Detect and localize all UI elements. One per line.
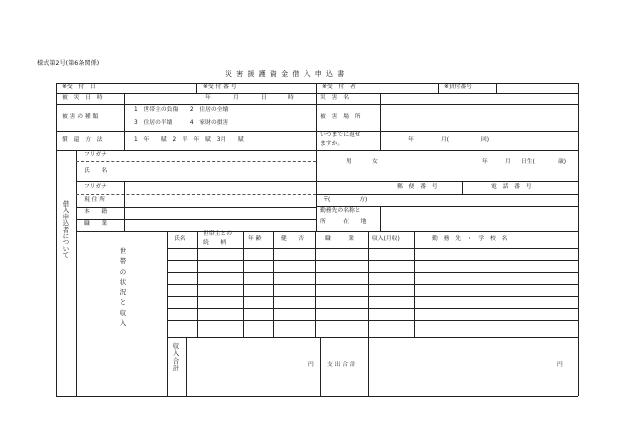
form-number: 様式第2号(第6条関係) (37, 60, 100, 67)
col-job: 職 業 (325, 236, 354, 242)
damage-place-label: 被 害 場 所 (320, 114, 361, 120)
disaster-date-month: 月 (233, 95, 239, 101)
domicile-label: 本 籍 (84, 209, 108, 215)
damage-options-line1: 1 世帯主の負傷 2 住居の全壊 (134, 107, 229, 113)
postal-mark: 〒 (323, 197, 329, 203)
col-relation-1: 世帯主との (203, 231, 232, 237)
col-name: 氏名 (174, 236, 186, 242)
disaster-date-day: 日 (261, 95, 267, 101)
expense-total-label: 支 出 合 計 (327, 362, 356, 368)
repay-when-year: 年 (408, 137, 414, 143)
gender-male: 男 (346, 159, 352, 165)
gender-female: 女 (372, 159, 378, 165)
receipt-number-label: ※受 付 番 号 (203, 84, 237, 90)
col-age: 年 齢 (248, 236, 262, 242)
birth-age: 歳) (558, 159, 567, 165)
loan-number-label: ※貸付番号 (444, 84, 473, 90)
postal-label: 郵 便 番 号 (397, 184, 438, 190)
disaster-date-year: 年 (205, 95, 211, 101)
income-total-yen: 円 (308, 362, 314, 368)
occupation-label: 職 業 (84, 221, 108, 227)
household-section-label: 世帯の状況と収入 (119, 247, 127, 327)
repay-when-label-2: ますか。 (320, 141, 344, 147)
birth-day: 日生( (521, 159, 535, 165)
address-label: 現 住 所 (84, 197, 106, 203)
workplace-label-1: 勤務先の名称と (320, 208, 361, 214)
receiver-label: ※受 付 者 (322, 84, 356, 90)
receipt-date-label: ※受 付 日 (62, 84, 96, 90)
damage-options-line2: 3 住居の半壊 4 家財の損害 (134, 120, 229, 126)
workplace-label-2: 所 在 地 (320, 219, 367, 225)
disaster-date-hour: 時 (288, 95, 294, 101)
repay-when-label-1: いつまでに返せ (320, 132, 361, 138)
phone-paren: ( 方) (328, 197, 368, 203)
birth-month: 月 (505, 159, 511, 165)
income-total-label: 収入合計 (172, 342, 180, 373)
col-health: 健 否 (281, 236, 305, 242)
col-relation-2: 続 柄 (203, 240, 227, 246)
furigana-2: フリガナ (84, 184, 107, 190)
repay-when-times: 回) (481, 137, 490, 143)
name-label: 氏 名 (84, 168, 108, 174)
disaster-name-label: 災 害 名 (320, 95, 349, 101)
expense-total-yen: 円 (557, 362, 563, 368)
repay-when-month: 月( (441, 137, 450, 143)
phone-label: 電 話 番 号 (491, 184, 532, 190)
col-income: 収入(月収) (372, 236, 400, 242)
col-workplace: 勤 務 先 ・ 学 校 名 (432, 236, 508, 242)
damage-kind-label: 被 害 の 種 類 (62, 114, 99, 120)
repay-method-options: 1 年 賦 2 半 年 賦 3月 賦 (134, 137, 244, 143)
disaster-date-label: 被 災 日 時 (62, 95, 103, 101)
applicant-section-label: 借入申込者について (62, 200, 70, 260)
repay-method-label: 償 還 方 法 (62, 137, 103, 143)
form-title: 災 害 援 護 資 金 借 入 申 込 書 (225, 70, 346, 78)
furigana-1: フリガナ (84, 152, 107, 158)
birth-year: 年 (482, 159, 488, 165)
